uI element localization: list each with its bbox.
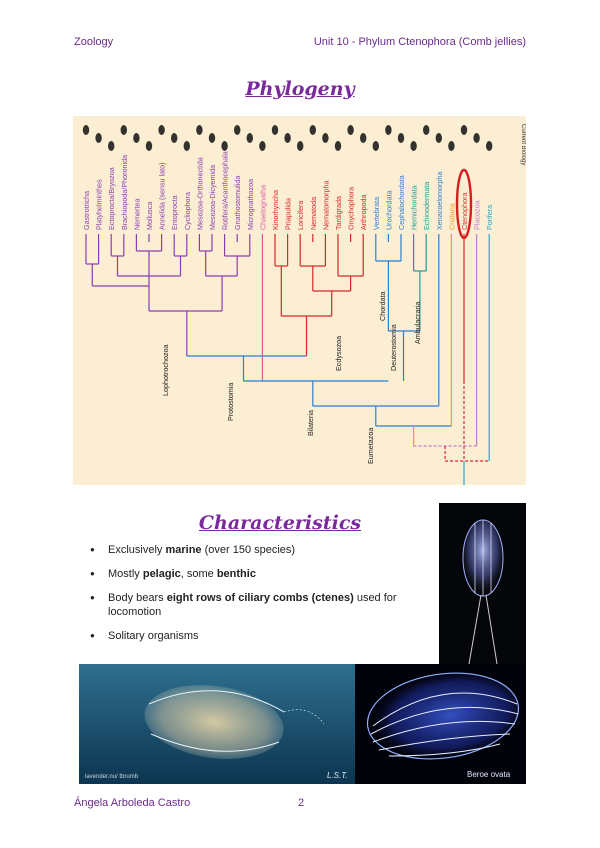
taxon-silhouette-icon	[310, 125, 316, 135]
photo-caption-left: L.S.T.	[327, 771, 348, 780]
taxon-silhouette-icon	[423, 125, 429, 135]
taxon-silhouette-icon	[247, 133, 253, 143]
taxon-silhouette-icon	[360, 133, 366, 143]
taxon-label: Mollusca	[145, 201, 154, 230]
taxon-silhouette-icon	[461, 125, 467, 135]
characteristic-item: ● Solitary organisms	[90, 629, 420, 643]
clade-label-ambulacraria: Ambulacraria	[413, 301, 422, 344]
taxon-silhouette-icon	[436, 133, 442, 143]
header-unit: Unit 10 - Phylum Ctenophora (Comb jellies)	[313, 36, 526, 48]
ctenophore-photo-dark	[439, 503, 526, 664]
taxon-silhouette-icon	[158, 125, 164, 135]
taxon-label: Gastrotricha	[82, 190, 91, 230]
taxon-label: Arthropoda	[359, 194, 369, 230]
clade-label-deuterostomia: Deuterostomia	[389, 324, 398, 371]
taxon-label: Priapulida	[283, 198, 293, 230]
taxon-label: Placozoa	[472, 200, 482, 230]
taxon-silhouette-icon	[221, 141, 227, 151]
taxon-label: Echinodermata	[422, 181, 432, 230]
taxon-label: Brachiopoda/Phoronida	[119, 154, 129, 230]
photo-credit-left: lavender.nu/ tbrumb	[85, 774, 139, 780]
ctenophore-photo-water	[79, 664, 355, 784]
taxon-silhouette-icon	[398, 133, 404, 143]
taxon-silhouette-icon	[259, 141, 265, 151]
taxon-label: Mesozoa-Orthonectida	[195, 157, 205, 230]
taxon-silhouette-icon	[473, 133, 479, 143]
taxon-silhouette-icon	[272, 125, 278, 135]
clade-label-lophotrochozoa: Lophotrochozoa	[161, 344, 170, 396]
characteristics-list	[90, 543, 420, 653]
taxon-silhouette-icon	[83, 125, 89, 135]
taxon-silhouette-icon	[297, 141, 303, 151]
page-number: 2	[298, 797, 305, 809]
phylogeny-figure	[73, 116, 526, 485]
taxon-silhouette-icon	[133, 133, 139, 143]
taxon-silhouette-icon	[284, 133, 290, 143]
taxon-label: Hemichordata	[409, 185, 419, 230]
taxon-label: Kinorhyncha	[271, 190, 280, 230]
phylogeny-tree	[73, 116, 526, 485]
taxon-label: Entoprocta	[170, 195, 180, 230]
photo-caption-right: Beroe ovata	[467, 770, 511, 779]
clade-label-protostomia: Protostomia	[226, 382, 235, 421]
taxon-silhouette-icon	[322, 133, 328, 143]
taxon-silhouette-icon	[184, 141, 190, 151]
taxon-label: Rotifera/Acanthocephala	[220, 151, 230, 230]
taxon-label: Chaetognatha	[258, 184, 268, 230]
clade-label-bilateria: Bilateria	[306, 410, 315, 436]
taxon-silhouette-icon	[95, 133, 101, 143]
characteristic-item: ● Exclusively marine (over 150 species)	[90, 543, 420, 557]
taxon-label: Platyhelminthes	[94, 179, 104, 230]
taxon-label: Ectoprocta/Bryozoa	[107, 167, 117, 230]
taxon-silhouette-icon	[385, 125, 391, 135]
taxon-label: Vertebrata	[371, 196, 381, 230]
taxon-label: Annelida (sensu lato)	[157, 162, 167, 230]
taxon-label: Micrognathozoa	[245, 178, 255, 230]
figure-credit: Current Biology	[520, 124, 526, 166]
taxon-silhouette-icon	[448, 141, 454, 151]
taxon-label: Mesozoa-Dicyemida	[208, 164, 217, 230]
beroe-photo	[355, 664, 526, 784]
taxon-label: Onychophora	[346, 186, 356, 230]
taxon-silhouette-icon	[171, 133, 177, 143]
taxon-label: Nemertea	[132, 198, 142, 230]
characteristics-heading: Characteristics	[198, 512, 362, 534]
taxon-label: Cephalochordata	[397, 175, 406, 230]
taxon-silhouette-icon	[486, 141, 492, 151]
taxon-label: Nematoda	[308, 196, 318, 230]
taxon-label: Gnathostomulida	[233, 175, 243, 230]
header-subject: Zoology	[74, 36, 114, 48]
phylogeny-heading: Phylogeny	[245, 78, 355, 100]
taxon-label: Nematomorpha	[321, 180, 331, 230]
taxon-silhouette-icon	[146, 141, 152, 151]
taxon-label: Cnidaria	[447, 203, 457, 230]
clade-label-ecdysozoa: Ecdysozoa	[334, 335, 343, 371]
taxon-silhouette-icon	[373, 141, 379, 151]
taxon-label: Tardigrada	[334, 196, 343, 230]
taxon-label: Loricifera	[296, 200, 306, 230]
taxon-label: Urochordata	[384, 190, 394, 230]
taxon-silhouette-icon	[347, 125, 353, 135]
taxon-label: Xenacoelomorpha	[434, 171, 444, 230]
taxon-silhouette-icon	[410, 141, 416, 151]
taxon-silhouette-icon	[335, 141, 341, 151]
taxon-silhouette-icon	[234, 125, 240, 135]
taxon-silhouette-icon	[121, 125, 127, 135]
characteristic-item: ● Body bears eight rows of ciliary combs (ctenes) used for locomotion	[90, 591, 420, 619]
footer-author: Ángela Arboleda Castro	[74, 797, 191, 809]
taxon-silhouette-icon	[209, 133, 215, 143]
characteristic-item: ● Mostly pelagic, some benthic	[90, 567, 420, 581]
taxon-silhouette-icon	[108, 141, 114, 151]
clade-label-chordata: Chordata	[378, 291, 387, 321]
taxon-label: Cycliophora	[182, 192, 192, 230]
taxon-label: Ctenophora	[460, 192, 469, 230]
clade-label-eumetazoa: Eumetazoa	[366, 427, 375, 464]
taxon-label: Porifera	[485, 204, 495, 230]
taxon-silhouette-icon	[196, 125, 202, 135]
